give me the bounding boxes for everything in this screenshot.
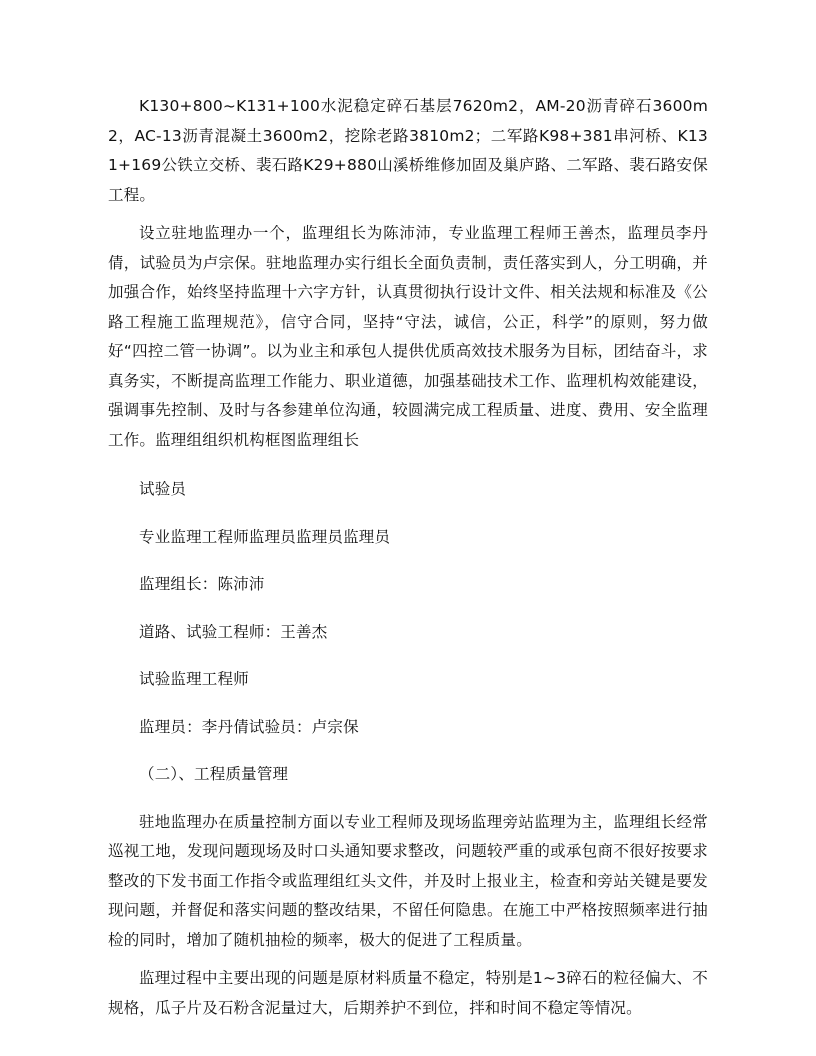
- section-heading-quality: （二）、工程质量管理: [139, 765, 289, 783]
- org-chart-line-6: 监理员：李丹倩试验员：卢宗保: [139, 717, 359, 736]
- org-chart-line-1: 试验员: [139, 480, 187, 498]
- paragraph-supervision-office: 设立驻地监理办一个，监理组长为陈沛沛，专业监理工程师王善杰，监理员李丹倩，试验员为卢宗保。驻地监理办实行组长全面负责制，责任落实到人，分工明确，并加强合作，始终坚持监理十六字方针，认真贯彻执行设计文件、相关法规和标准及《公路工程施工监理规范》，信守合同，坚持“守法，诚信，公正，科学”的原则，努力做好“四控二管一协调”。以为业主和承包人提供优质高效技术服务为目标，团结奋斗，求真务实，不断提高监理工作能力、职业道德，加强基础技术工作、监理机构效能建设，强调事先控制、及时与各参建单位沟通，较圆满完成工程质量、进度、费用、安全监理工作。监理组组织机构框图监理组长: [108, 224, 708, 449]
- org-chart-line-3: 监理组长：陈沛沛: [139, 575, 265, 593]
- document-body: [108, 92, 708, 1023]
- org-chart-line-5: 试验监理工程师: [139, 670, 249, 688]
- org-chart-line-4: 道路、试验工程师：王善杰: [139, 622, 328, 641]
- paragraph-main-issues: 监理过程中主要出现的问题是原材料质量不稳定，特别是1~3碎石的粒径偏大、不规格，瓜子片及石粉含泥量过大，后期养护不到位，拌和时间不稳定等情况。: [108, 969, 708, 1017]
- paragraph-project-scope: K130+800~K131+100水泥稳定碎石基层7620m2，AM-20沥青碎石3600m2，AC-13沥青混凝土3600m2，挖除老路3810m2；二军路K98+381串河桥、K131+169公铁立交桥、裴石路K29+880山溪桥维修加固及巢庐路、二军路、裴石路安保工程。: [108, 97, 708, 204]
- org-chart-line-2: 专业监理工程师监理员监理员监理员: [139, 527, 391, 546]
- paragraph-quality-control: 驻地监理办在质量控制方面以专业工程师及现场监理旁站监理为主，监理组长经常巡视工地，发现问题现场及时口头通知要求整改，问题较严重的或承包商不很好按要求整改的下发书面工作指令或监理组红头文件，并及时上报业主，检查和旁站关键是要发现问题，并督促和落实问题的整改结果，不留任何隐患。在施工中严格按照频率进行抽检的同时，增加了随机抽检的频率，极大的促进了工程质量。: [108, 812, 708, 949]
